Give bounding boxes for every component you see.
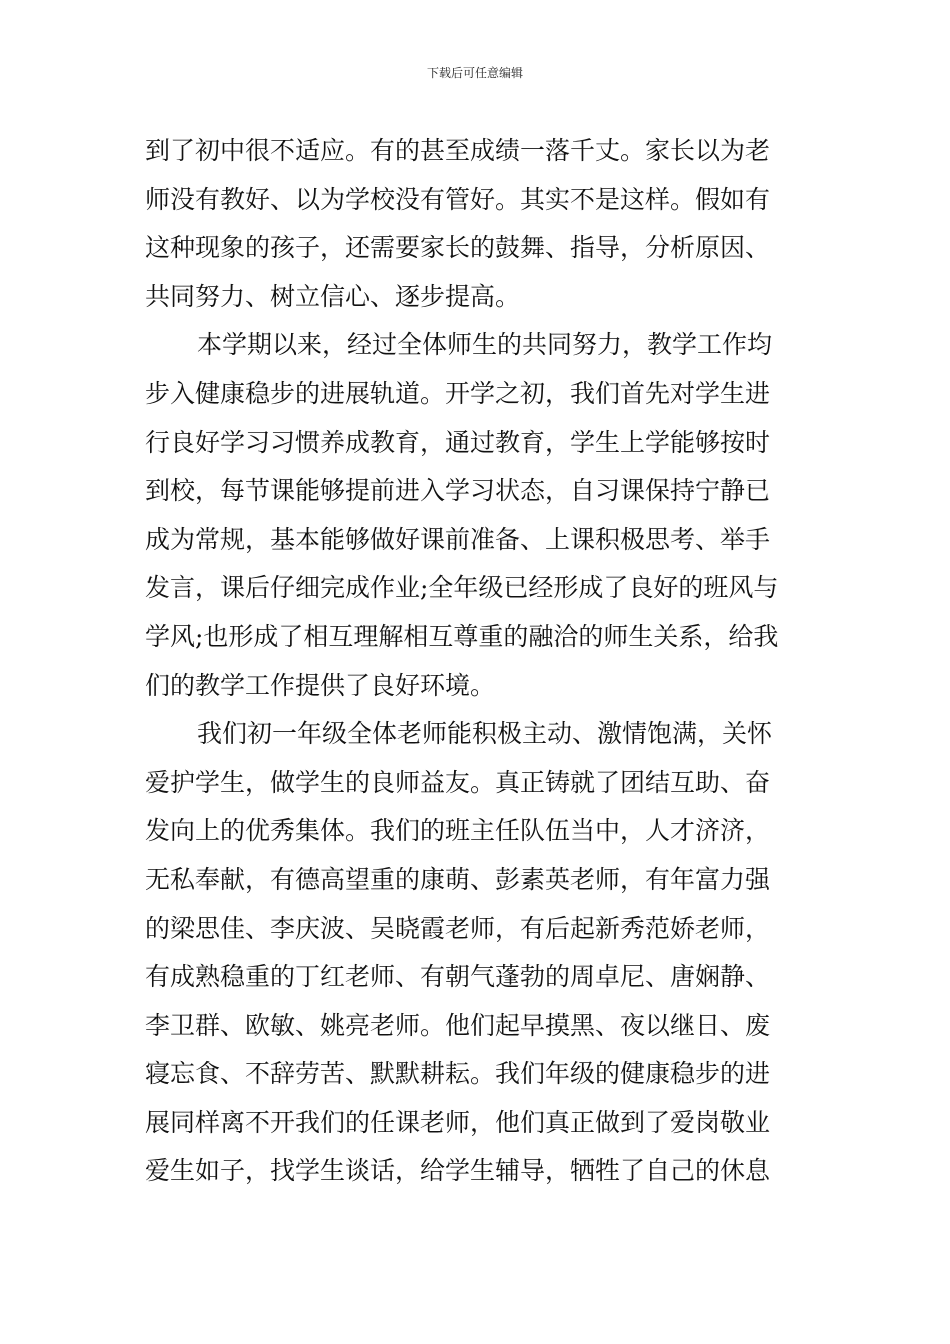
- text-line: 寝忘食、不辞劳苦、默默耕耘。我们年级的健康稳步的进: [145, 1059, 771, 1089]
- paragraph-first-line: 本学期以来，经过全体师生的共同努力，教学工作均: [197, 330, 773, 360]
- text-line: 爱生如子，找学生谈话，给学生辅导，牺牲了自己的休息: [145, 1156, 771, 1186]
- text-line: 们的教学工作提供了良好环境。: [145, 670, 496, 700]
- text-line: 展同样离不开我们的任课老师，他们真正做到了爱岗敬业: [145, 1107, 771, 1137]
- paragraph-first-line: 我们初一年级全体老师能积极主动、激情饱满，关怀: [197, 719, 773, 749]
- text-line: 学风;也形成了相互理解相互尊重的融洽的师生关系，给我: [145, 621, 779, 651]
- text-line: 行良好学习习惯养成教育，通过教育，学生上学能够按时: [145, 427, 771, 457]
- text-line: 无私奉献，有德高望重的康萌、彭素英老师，有年富力强: [145, 864, 771, 894]
- text-line: 步入健康稳步的进展轨道。开学之初，我们首先对学生进: [145, 378, 771, 408]
- text-line: 李卫群、欧敏、姚亮老师。他们起早摸黑、夜以继日、废: [145, 1010, 771, 1040]
- text-line: 成为常规，基本能够做好课前准备、上课积极思考、举手: [145, 524, 771, 554]
- page-header: 下载后可任意编辑: [426, 66, 523, 80]
- text-line: 共同努力、树立信心、逐步提高。: [145, 281, 521, 311]
- text-line: 爱护学生，做学生的良师益友。真正铸就了团结互助、奋: [145, 767, 771, 797]
- text-line: 的梁思佳、李庆波、吴晓霞老师，有后起新秀范娇老师，: [145, 913, 771, 943]
- text-line: 到校，每节课能够提前进入学习状态，自习课保持宁静已: [145, 476, 771, 506]
- text-line: 有成熟稳重的丁红老师、有朝气蓬勃的周卓尼、唐娴静、: [145, 962, 771, 992]
- document-body: [145, 127, 810, 1196]
- text-line: 发言，课后仔细完成作业;全年级已经形成了良好的班风与: [145, 573, 779, 603]
- text-line: 发向上的优秀集体。我们的班主任队伍当中，人才济济，: [145, 816, 771, 846]
- text-line: 到了初中很不适应。有的甚至成绩一落千丈。家长以为老: [145, 136, 771, 165]
- text-line: 师没有教好、以为学校没有管好。其实不是这样。假如有: [145, 184, 771, 214]
- text-line: 这种现象的孩子，还需要家长的鼓舞、指导，分析原因、: [145, 233, 771, 263]
